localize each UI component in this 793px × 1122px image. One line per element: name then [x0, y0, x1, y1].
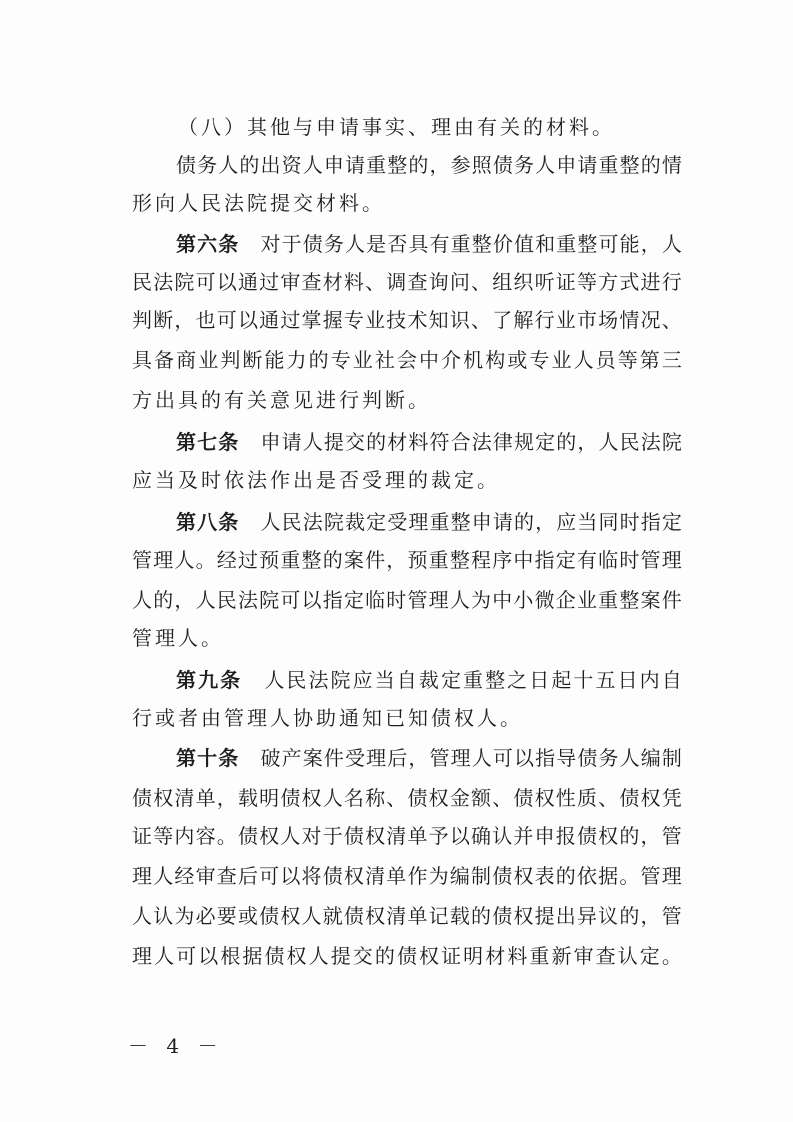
- text-line: 债 权 清 单 ， 载 明 债 权 人 名 称 、 债 权 金 额 、 债 权 性 质 、 债 权 凭: [132, 786, 682, 810]
- text-line: 民 法 院 可 以 通 过 审 查 材 料 、 调 查 询 问 、 组 织 听 证 等 方 式 进 行: [132, 270, 682, 294]
- text-line: 判 断 ， 也 可 以 通 过 掌 握 专 业 技 术 知 识 、 了 解 行 业 市 场 情 况 、: [132, 308, 682, 332]
- text-line: 行或者由管理人协助通知已知债权人。: [132, 706, 523, 730]
- text-line: 第 六 条 对 于 债 务 人 是 否 具 有 重 整 价 值 和 重 整 可 能 ， 人: [176, 232, 682, 256]
- text-line: 证 等 内 容 。 债 权 人 对 于 债 权 清 单 予 以 确 认 并 申 报 债 权 的 ， 管: [132, 824, 682, 848]
- text-line: 第 九 条 人 民 法 院 应 当 自 裁 定 重 整 之 日 起 十 五 日 内 自: [176, 668, 682, 692]
- text-line: 第 十 条 破 产 案 件 受 理 后 ， 管 理 人 可 以 指 导 债 务 人 编 制: [176, 746, 682, 770]
- text-line: 理 人 可 以 根 据 债 权 人 提 交 的 债 权 证 明 材 料 重 新 审 查 认 定 。: [132, 944, 682, 968]
- text-line: （八）其他与申请事实、理由有关的材料。: [178, 115, 615, 139]
- text-line: 第 八 条 人 民 法 院 裁 定 受 理 重 整 申 请 的 ， 应 当 同 时 指 定: [176, 510, 682, 534]
- text-line: 应当及时依法作出是否受理的裁定。: [132, 468, 500, 492]
- page-number: － 4 －: [128, 1034, 224, 1058]
- text-line: 人 的 ， 人 民 法 院 可 以 指 定 临 时 管 理 人 为 中 小 微 企 业 重 整 案 件: [132, 588, 682, 612]
- text-line: 方出具的有关意见进行判断。: [132, 388, 431, 412]
- text-line: 人 认 为 必 要 或 债 权 人 就 债 权 清 单 记 载 的 债 权 提 出 异 议 的 ， 管: [132, 904, 682, 928]
- text-line: 第 七 条 申 请 人 提 交 的 材 料 符 合 法 律 规 定 的 ， 人 民 法 院: [176, 430, 682, 454]
- text-line: 理 人 经 审 查 后 可 以 将 债 权 清 单 作 为 编 制 债 权 表 的 依 据 。 管 理: [132, 864, 682, 888]
- text-line: 管理人。: [132, 626, 224, 650]
- text-line: 债 务 人 的 出 资 人 申 请 重 整 的 ， 参 照 债 务 人 申 请 重 整 的 情: [176, 153, 682, 177]
- text-line: 具 备 商 业 判 断 能 力 的 专 业 社 会 中 介 机 构 或 专 业 人 员 等 第 三: [132, 348, 682, 372]
- text-line: 管 理 人 。 经 过 预 重 整 的 案 件 ， 预 重 整 程 序 中 指 定 有 临 时 管 理: [132, 548, 682, 572]
- text-line: 形向人民法院提交材料。: [132, 191, 385, 215]
